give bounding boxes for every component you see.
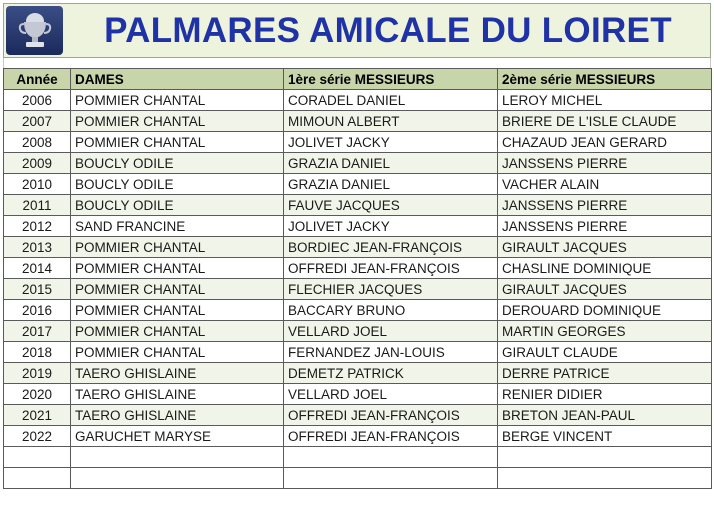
cell-dames[interactable] [71, 468, 284, 489]
cell-year[interactable]: 2017 [4, 321, 71, 342]
table-row [4, 342, 712, 363]
cell-serie2[interactable] [498, 447, 712, 468]
cell-serie2[interactable]: LEROY MICHEL [498, 90, 712, 111]
table-row [4, 258, 712, 279]
cell-serie1[interactable]: VELLARD JOEL [284, 321, 498, 342]
cell-dames[interactable]: POMMIER CHANTAL [71, 90, 284, 111]
cell-serie1[interactable]: FAUVE JACQUES [284, 195, 498, 216]
spreadsheet [3, 3, 711, 489]
cell-dames[interactable]: TAERO GHISLAINE [71, 384, 284, 405]
table-row [4, 216, 712, 237]
cell-serie1[interactable]: BACCARY BRUNO [284, 300, 498, 321]
cell-year[interactable]: 2022 [4, 426, 71, 447]
cell-serie1[interactable]: JOLIVET JACKY [284, 216, 498, 237]
cell-year[interactable]: 2020 [4, 384, 71, 405]
cell-serie1[interactable]: GRAZIA DANIEL [284, 153, 498, 174]
cell-serie2[interactable]: CHASLINE DOMINIQUE [498, 258, 712, 279]
cell-serie1[interactable]: OFFREDI JEAN-FRANÇOIS [284, 405, 498, 426]
cell-dames[interactable]: POMMIER CHANTAL [71, 258, 284, 279]
cell-year[interactable]: 2008 [4, 132, 71, 153]
cell-serie1[interactable] [284, 468, 498, 489]
table-row [4, 468, 712, 489]
trophy-icon [6, 6, 63, 55]
cell-serie2[interactable]: BERGE VINCENT [498, 426, 712, 447]
table-row [4, 90, 712, 111]
page-title: PALMARES AMICALE DU LOIRET [104, 11, 672, 50]
table-row [4, 153, 712, 174]
cell-serie2[interactable]: CHAZAUD JEAN GERARD [498, 132, 712, 153]
cell-serie2[interactable]: RENIER DIDIER [498, 384, 712, 405]
table-row [4, 195, 712, 216]
cell-dames[interactable]: TAERO GHISLAINE [71, 363, 284, 384]
table-body [4, 90, 712, 489]
cell-serie2[interactable]: GIRAULT JACQUES [498, 279, 712, 300]
cell-dames[interactable]: GARUCHET MARYSE [71, 426, 284, 447]
table-row [4, 237, 712, 258]
cell-year[interactable]: 2013 [4, 237, 71, 258]
cell-year[interactable]: 2007 [4, 111, 71, 132]
table-row [4, 111, 712, 132]
cell-year[interactable]: 2011 [4, 195, 71, 216]
table-row [4, 300, 712, 321]
table-row [4, 363, 712, 384]
cell-year[interactable]: 2010 [4, 174, 71, 195]
cell-year[interactable]: 2015 [4, 279, 71, 300]
cell-dames[interactable]: POMMIER CHANTAL [71, 321, 284, 342]
cell-serie2[interactable]: GIRAULT JACQUES [498, 237, 712, 258]
cell-dames[interactable]: POMMIER CHANTAL [71, 279, 284, 300]
table-row [4, 132, 712, 153]
cell-serie1[interactable]: VELLARD JOEL [284, 384, 498, 405]
cell-dames[interactable]: BOUCLY ODILE [71, 174, 284, 195]
table-row [4, 426, 712, 447]
cell-dames[interactable]: BOUCLY ODILE [71, 153, 284, 174]
cell-year[interactable]: 2006 [4, 90, 71, 111]
cell-year[interactable]: 2009 [4, 153, 71, 174]
cell-serie1[interactable] [284, 447, 498, 468]
cell-dames[interactable]: POMMIER CHANTAL [71, 111, 284, 132]
cell-serie1[interactable]: DEMETZ PATRICK [284, 363, 498, 384]
cell-serie2[interactable]: BRIERE DE L'ISLE CLAUDE [498, 111, 712, 132]
palmares-table [3, 68, 712, 489]
cell-serie2[interactable]: VACHER ALAIN [498, 174, 712, 195]
column-header-year: Année [4, 69, 71, 90]
cell-serie2[interactable]: GIRAULT CLAUDE [498, 342, 712, 363]
cell-serie1[interactable]: OFFREDI JEAN-FRANÇOIS [284, 258, 498, 279]
cell-serie2[interactable]: MARTIN GEORGES [498, 321, 712, 342]
header-row [4, 69, 712, 90]
column-header-dames: DAMES [71, 69, 284, 90]
cell-dames[interactable]: POMMIER CHANTAL [71, 132, 284, 153]
cell-serie1[interactable]: JOLIVET JACKY [284, 132, 498, 153]
cell-year[interactable]: 2014 [4, 258, 71, 279]
cell-serie1[interactable]: OFFREDI JEAN-FRANÇOIS [284, 426, 498, 447]
cell-year[interactable]: 2021 [4, 405, 71, 426]
table-row [4, 279, 712, 300]
table-row [4, 321, 712, 342]
table-row [4, 447, 712, 468]
cell-dames[interactable]: SAND FRANCINE [71, 216, 284, 237]
cell-serie1[interactable]: BORDIEC JEAN-FRANÇOIS [284, 237, 498, 258]
cell-year[interactable] [4, 468, 71, 489]
cell-dames[interactable]: POMMIER CHANTAL [71, 237, 284, 258]
cell-year[interactable]: 2019 [4, 363, 71, 384]
cell-serie2[interactable] [498, 468, 712, 489]
cell-dames[interactable] [71, 447, 284, 468]
cell-year[interactable]: 2018 [4, 342, 71, 363]
cell-serie2[interactable]: DERRE PATRICE [498, 363, 712, 384]
cell-dames[interactable]: POMMIER CHANTAL [71, 300, 284, 321]
table-row [4, 174, 712, 195]
cell-serie2[interactable]: DEROUARD DOMINIQUE [498, 300, 712, 321]
cell-serie1[interactable]: FLECHIER JACQUES [284, 279, 498, 300]
cell-dames[interactable]: TAERO GHISLAINE [71, 405, 284, 426]
table-row [4, 384, 712, 405]
cell-serie2[interactable]: JANSSENS PIERRE [498, 216, 712, 237]
cell-year[interactable]: 2016 [4, 300, 71, 321]
table-row [4, 405, 712, 426]
column-header-serie2: 2ème série MESSIEURS [498, 69, 712, 90]
cell-serie1[interactable]: MIMOUN ALBERT [284, 111, 498, 132]
cell-serie2[interactable]: JANSSENS PIERRE [498, 153, 712, 174]
title-banner [3, 3, 711, 58]
cell-serie1[interactable]: FERNANDEZ JAN-LOUIS [284, 342, 498, 363]
column-header-serie1: 1ère série MESSIEURS [284, 69, 498, 90]
cell-dames[interactable]: BOUCLY ODILE [71, 195, 284, 216]
cell-serie1[interactable]: GRAZIA DANIEL [284, 174, 498, 195]
spacer-row [3, 58, 711, 68]
cell-dames[interactable]: POMMIER CHANTAL [71, 342, 284, 363]
cell-serie2[interactable]: JANSSENS PIERRE [498, 195, 712, 216]
cell-year[interactable]: 2012 [4, 216, 71, 237]
cell-year[interactable] [4, 447, 71, 468]
cell-serie2[interactable]: BRETON JEAN-PAUL [498, 405, 712, 426]
cell-serie1[interactable]: CORADEL DANIEL [284, 90, 498, 111]
